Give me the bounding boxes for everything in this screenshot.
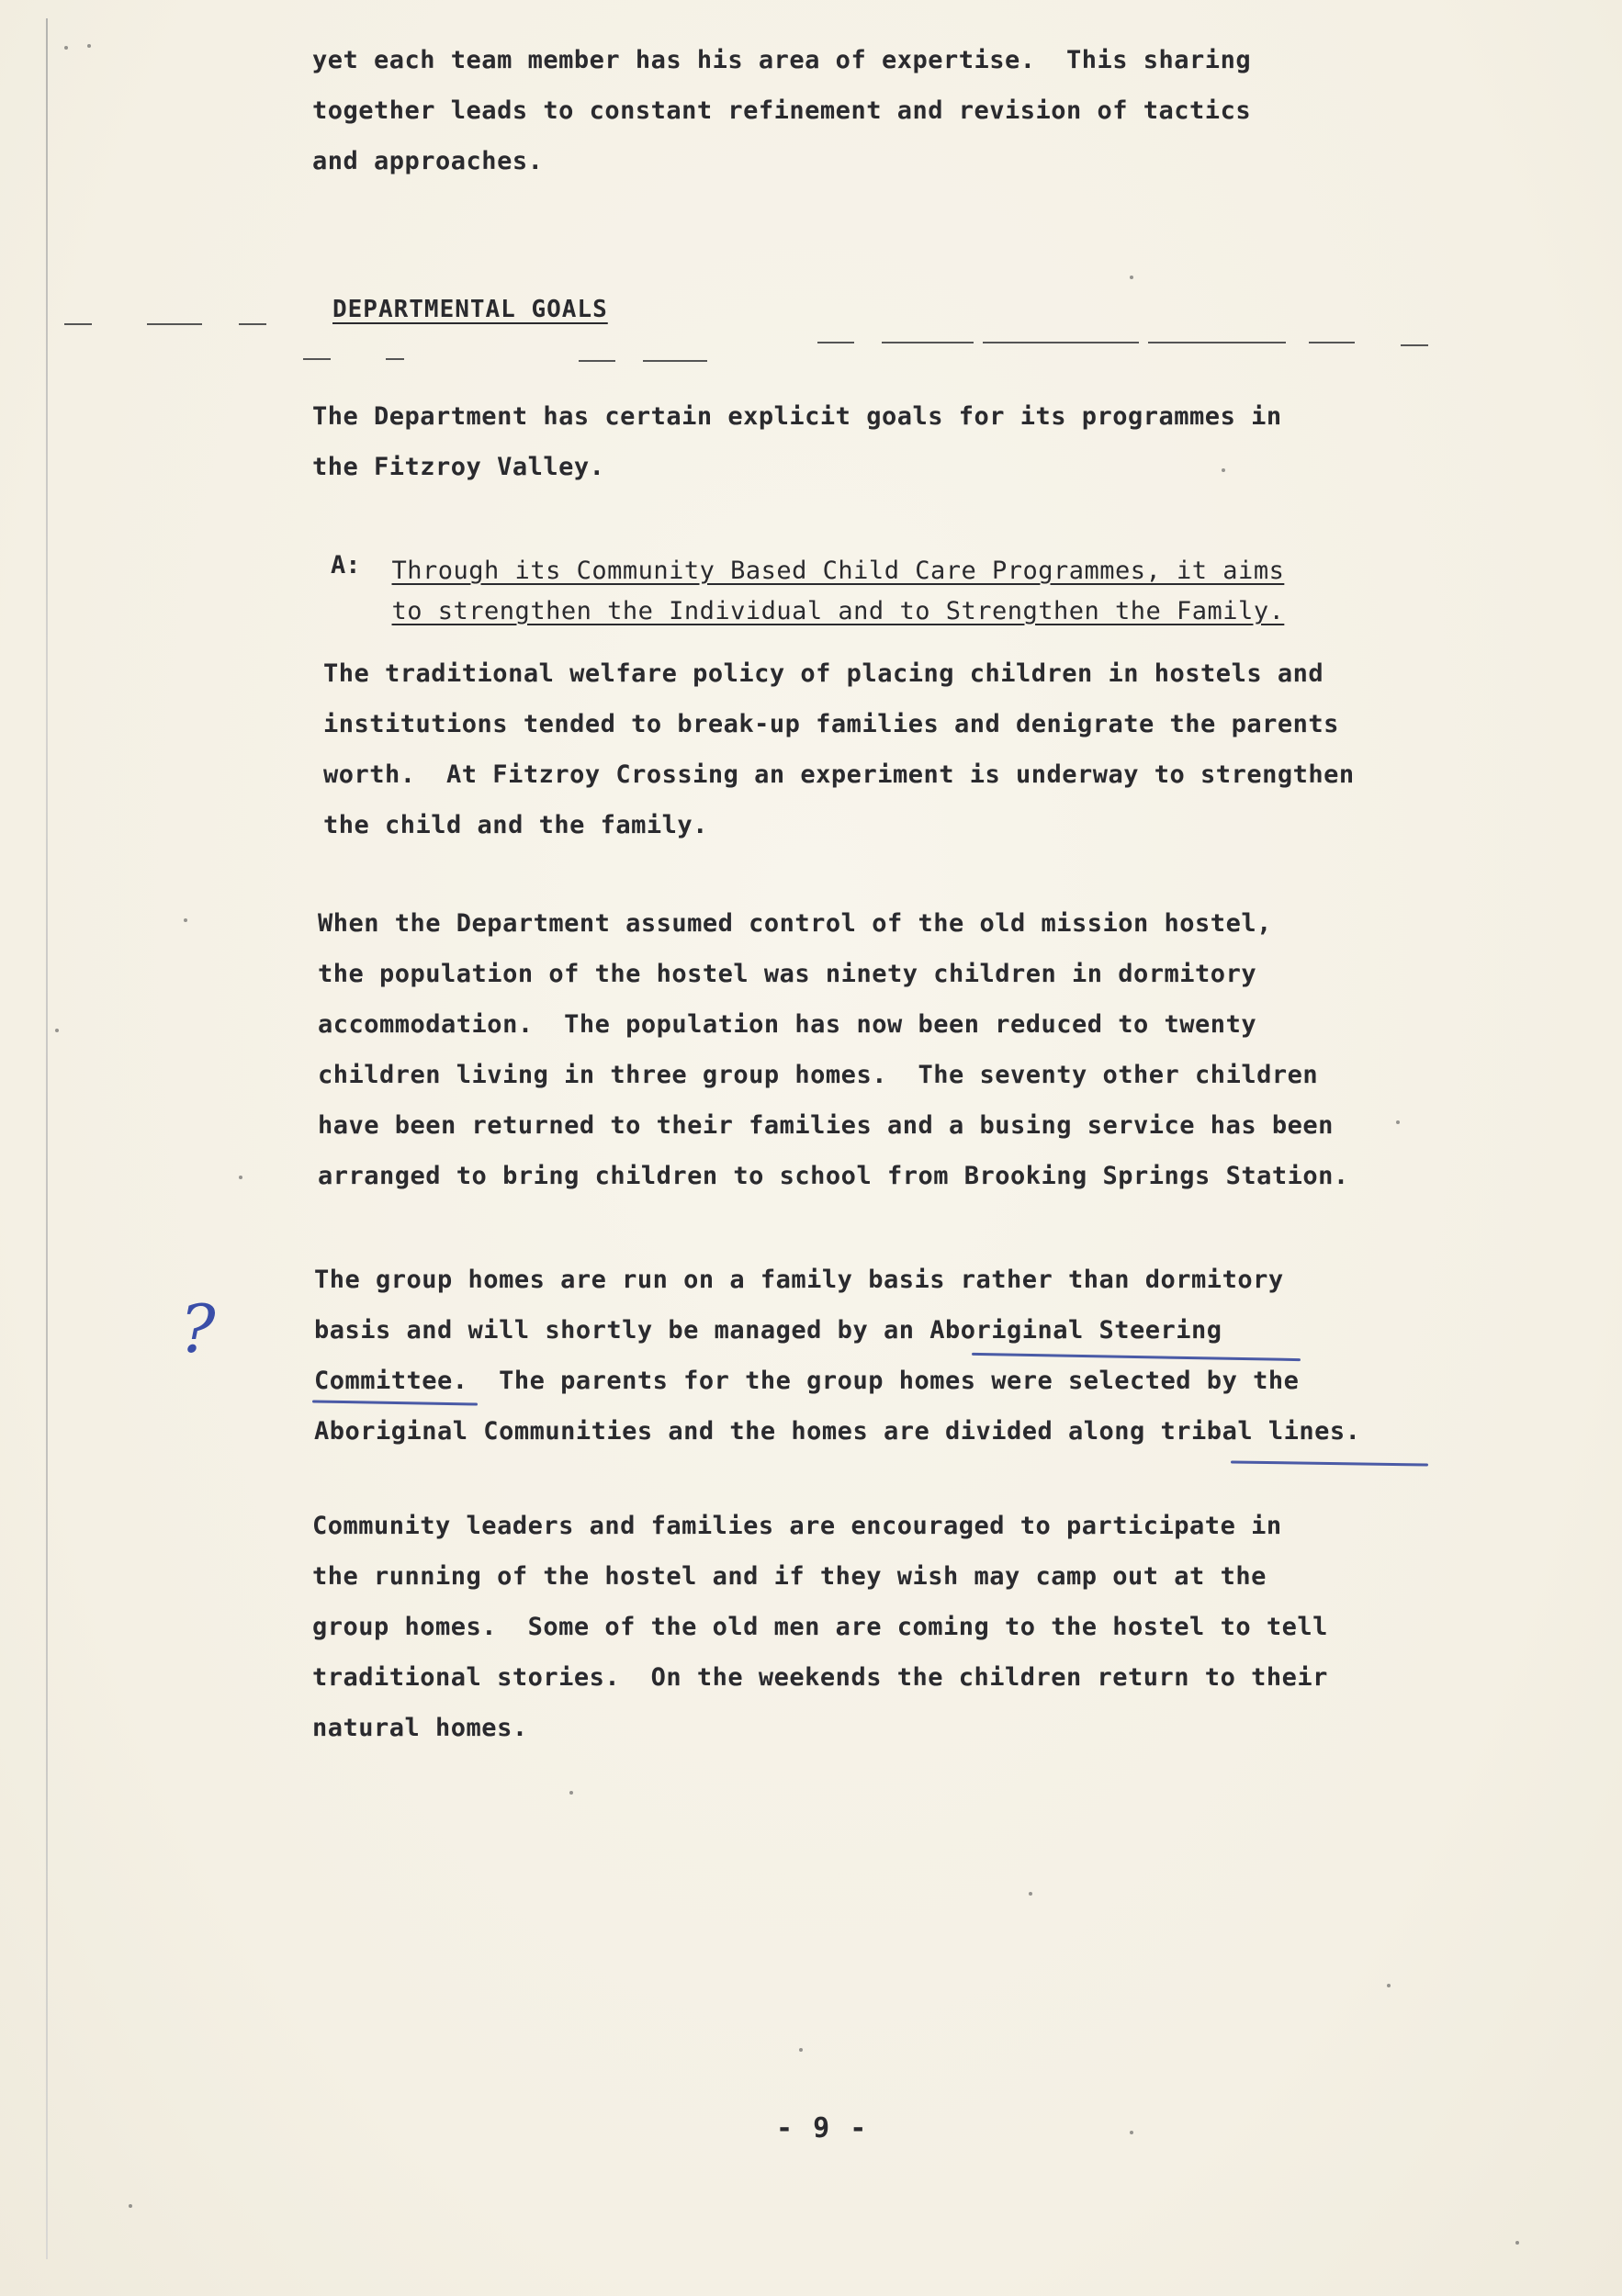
text-line: children living in three group homes. The seventy other children [318, 1061, 1319, 1089]
text-line: When the Department assumed control of the old mission hostel, [318, 909, 1272, 938]
scan-speck [569, 1791, 573, 1795]
paragraph-4 [312, 1501, 1451, 1753]
scan-speck [1130, 276, 1133, 279]
dash-rule [64, 323, 92, 325]
section-heading: DEPARTMENTAL GOALS [332, 296, 608, 323]
text-line: basis and will shortly be managed by an Aboriginal Steering [314, 1316, 1222, 1345]
dash-rule [303, 358, 331, 360]
text-line: group homes. Some of the old men are coming to the hostel to tell [312, 1613, 1328, 1641]
margin-question-mark: ? [180, 1290, 216, 1367]
continuation-paragraph [312, 35, 1451, 186]
paragraph-1 [323, 648, 1462, 850]
dash-rule [1401, 344, 1428, 346]
scan-speck [55, 1029, 59, 1032]
text-line: arranged to bring children to school from Brooking Springs Station. [318, 1162, 1349, 1190]
scan-speck [239, 1176, 242, 1179]
goal-line: to strengthen the Individual and to Strengthen the Family. [391, 597, 1285, 625]
text-line: the running of the hostel and if they wish may camp out at the [312, 1562, 1267, 1591]
text-line: Community leaders and families are encouraged to participate in [312, 1512, 1282, 1540]
scan-speck [64, 46, 68, 50]
dash-rule [643, 360, 707, 362]
paragraph-3 [314, 1255, 1453, 1457]
scan-speck [799, 2048, 803, 2052]
pen-underline [1231, 1460, 1428, 1466]
text-line: the population of the hostel was ninety children in dormitory [318, 960, 1257, 988]
text-line: accommodation. The population has now been reduced to twenty [318, 1010, 1257, 1039]
text-line: have been returned to their families and a busing service has been [318, 1111, 1334, 1140]
goal-label: A: [331, 551, 361, 580]
scan-speck [1396, 1120, 1400, 1124]
goal-a [331, 551, 1284, 632]
text-line: the Fitzroy Valley. [312, 453, 605, 481]
text-line: Aboriginal Communities and the homes are divided along tribal lines. [314, 1417, 1361, 1446]
page-number: - 9 - [776, 2112, 869, 2144]
dash-rule [882, 342, 974, 343]
text-line: and approaches. [312, 147, 544, 175]
text-line: worth. At Fitzroy Crossing an experiment is underway to strengthen [323, 760, 1355, 789]
text-line: traditional stories. On the weekends the children return to their [312, 1663, 1328, 1692]
scan-speck [184, 918, 187, 922]
paragraph-2 [318, 898, 1457, 1201]
scan-speck [87, 44, 91, 48]
scan-speck [1130, 2131, 1133, 2134]
scan-speck [1222, 468, 1225, 472]
text-line: institutions tended to break-up families and denigrate the parents [323, 710, 1339, 738]
binding-edge [46, 18, 48, 2259]
dash-rule [579, 360, 615, 362]
text-line: the child and the family. [323, 811, 708, 839]
text-line: natural homes. [312, 1714, 528, 1742]
scan-speck [1515, 2241, 1519, 2245]
dash-rule [147, 323, 202, 325]
text-line: together leads to constant refinement and revision of tactics [312, 96, 1252, 125]
goal-line: Through its Community Based Child Care Programmes, it aims [391, 557, 1285, 585]
text-line: The traditional welfare policy of placing children in hostels and [323, 659, 1324, 688]
dash-rule [386, 358, 404, 360]
scan-speck [1387, 1984, 1391, 1987]
intro-paragraph [312, 391, 1451, 492]
dash-rule [1309, 342, 1355, 343]
dash-rule [239, 323, 266, 325]
goal-text [392, 551, 1285, 632]
scan-speck [1029, 1892, 1032, 1896]
text-line: yet each team member has his area of expertise. This sharing [312, 46, 1252, 74]
text-line: The group homes are run on a family basis rather than dormitory [314, 1266, 1284, 1294]
scan-speck [129, 2204, 132, 2208]
dash-rule [817, 342, 854, 343]
dash-rule [1148, 342, 1286, 343]
dash-rule [983, 342, 1139, 343]
text-line: Committee. The parents for the group homes were selected by the [314, 1367, 1300, 1395]
text-line: The Department has certain explicit goals for its programmes in [312, 402, 1282, 431]
